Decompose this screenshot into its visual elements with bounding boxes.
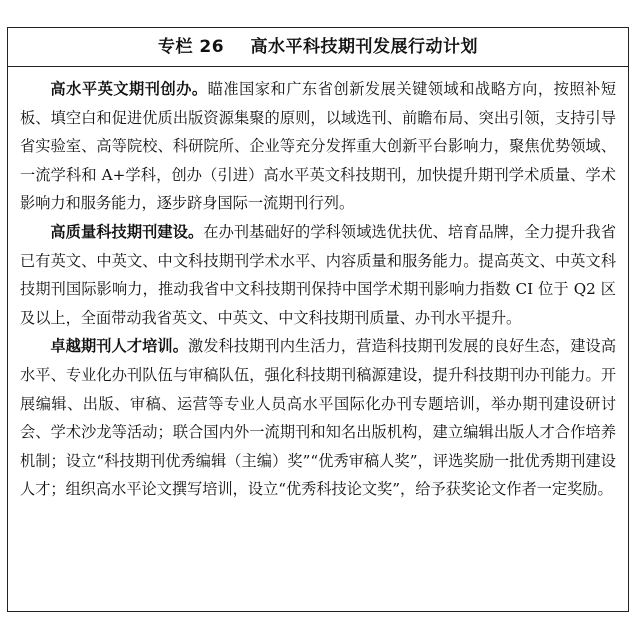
- section-talent-training: [20, 332, 616, 504]
- section-heading: 高质量科技期刊建设。: [50, 222, 204, 241]
- section-body: 激发科技期刊内生活力，营造科技期刊发展的良好生态，建设高水平、专业化办刊队伍与审稿队伍，强化科技期刊稿源建设，提升科技期刊办刊能力。开展编辑、出版、审稿、运营等专业人员高水平国际化办刊专题培训，举办期刊建设研讨会、学术沙龙等活动；联合国内外一流期刊和知名出版机构，建立编辑出版人才合作培养机制；设立“科技期刊优秀编辑（主编）奖”“优秀审稿人奖”，评选奖励一批优秀期刊建设人才；组织高水平论文撰写培训，设立“优秀科技论文奖”，给予获奖论文作者一定奖励。: [20, 337, 617, 499]
- box-content: [8, 67, 628, 504]
- column-box: [7, 27, 629, 612]
- column-label: 专栏 26: [158, 37, 225, 57]
- section-heading: 卓越期刊人才培训。: [50, 337, 188, 356]
- box-header: [8, 28, 628, 67]
- section-high-quality-journals: [20, 218, 616, 332]
- section-heading: 高水平英文期刊创办。: [50, 80, 208, 98]
- section-body: 瞄准国家和广东省创新发展关键领域和战略方向，按照补短板、填空白和促进优质出版资源集聚的原则，以域选刊、前瞻布局、突出引领，支持引导省实验室、高等院校、科研院所、企业等充分发挥重大创新平台影响力，聚焦优势领域、一流学科和 A+学科，创办（引进）高水平英文科技期刊，加快提升期刊学术质量、学术影响力和服务能力，逐步跻身国际一流期刊行列。: [20, 80, 617, 213]
- column-title: 高水平科技期刊发展行动计划: [250, 37, 478, 57]
- section-body: 在办刊基础好的学科领域选优扶优、培育品牌，全力提升我省已有英文、中英文、中文科技期刊学术水平、内容质量和服务能力。提高英文、中英文科技期刊国际影响力，推动我省中文科技期刊保持中国学术期刊影响力指数 CI 位于 Q2 区及以上，全面带动我省英文、中英文、中文科技期刊质量、办刊水平提升。: [20, 222, 617, 327]
- section-high-level-english-journals: [20, 75, 616, 218]
